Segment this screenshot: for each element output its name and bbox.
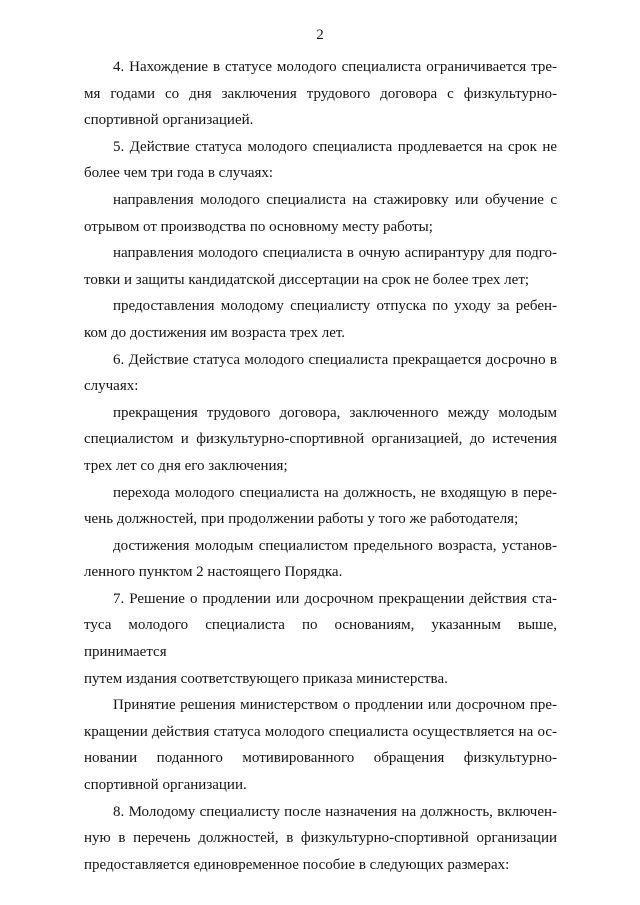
text-line: специалистом и физкультурно-спортивной организацией, до истечения	[84, 431, 557, 448]
text-line: случаях:	[84, 378, 139, 395]
paragraph-item-8	[84, 799, 557, 879]
text-line: направления молодого специалиста на стажировку или обучение с	[113, 191, 557, 208]
text-line: кращении действия статуса молодого специалиста осуществляется на ос-	[84, 723, 557, 740]
text-line: предоставления молодому специалисту отпуска по уходу за ребен-	[113, 298, 557, 315]
paragraph-subitem	[84, 533, 557, 586]
paragraph-subitem	[84, 480, 557, 533]
text-line: ленного пунктом 2 настоящего Порядка.	[84, 564, 343, 581]
text-line: более чем три года в случаях:	[84, 165, 274, 182]
text-line: мя годами со дня заключения трудового договора с физкультурно-	[84, 85, 557, 102]
paragraph-item-4	[84, 54, 557, 134]
paragraph-subitem	[84, 293, 557, 346]
text-line: ком до достижения им возраста трех лет.	[84, 324, 346, 341]
paragraph-item-7	[84, 586, 557, 692]
text-line: перехода молодого специалиста на должность, не входящую в пере-	[113, 484, 557, 501]
text-line: туса молодого специалиста по основаниям, указанным выше, принимается	[84, 617, 557, 661]
text-line: направления молодого специалиста в очную аспирантуру для подго-	[113, 245, 557, 262]
page-number: 2	[316, 27, 324, 43]
paragraph-subitem	[84, 692, 557, 798]
text-line: 5. Действие статуса молодого специалиста продлевается на срок не	[113, 138, 557, 155]
text-line: 7. Решение о продлении или досрочном прекращении действия ста-	[113, 590, 557, 607]
paragraph-subitem	[84, 400, 557, 480]
text-line: 4. Нахождение в статусе молодого специалиста ограничивается тре-	[113, 59, 557, 75]
text-line: новании поданного мотивированного обращения физкультурно-	[84, 750, 557, 767]
text-line: спортивной организацией.	[84, 112, 254, 129]
text-line: ную в перечень должностей, в физкультурно-спортивной организации	[84, 830, 557, 847]
text-line: отрывом от производства по основному месту работы;	[84, 218, 433, 235]
paragraph-subitem	[84, 240, 557, 293]
paragraph-subitem	[84, 187, 557, 240]
text-line: достижения молодым специалистом предельного возраста, установ-	[113, 537, 557, 554]
text-line: предоставляется единовременное пособие в следующих размерах:	[84, 856, 510, 873]
text-line: Принятие решения министерством о продлении или досрочном пре-	[113, 697, 557, 714]
text-line: товки и защиты кандидатской диссертации на срок не более трех лет;	[84, 271, 530, 288]
text-line: спортивной организации.	[84, 777, 247, 794]
text-line: 6. Действие статуса молодого специалиста прекращается досрочно в	[113, 351, 557, 368]
document-body	[84, 54, 557, 878]
text-line: путем издания соответствующего приказа министерства.	[84, 670, 448, 687]
text-line: 8. Молодому специалисту после назначения на должность, включен-	[113, 803, 557, 820]
text-line: трех лет со дня его заключения;	[84, 457, 288, 474]
paragraph-item-5	[84, 134, 557, 187]
text-line: чень должностей, при продолжении работы у того же работодателя;	[84, 511, 519, 528]
paragraph-item-6	[84, 347, 557, 400]
text-line: прекращения трудового договора, заключенного между молодым	[113, 404, 557, 421]
